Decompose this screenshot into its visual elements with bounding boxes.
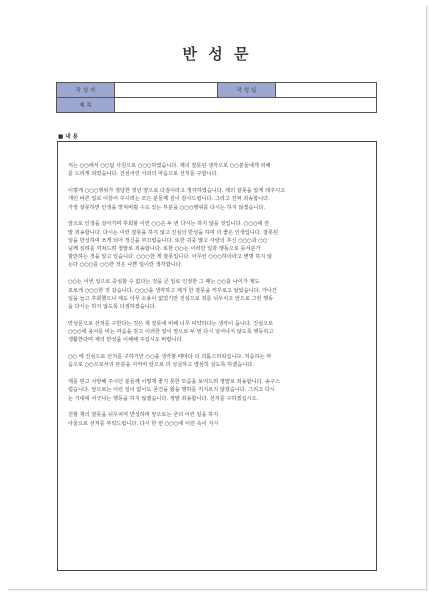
content-paragraph [68, 162, 367, 178]
paragraph-line: 할만하는 것을 알고 있습니다. ○○○한 게 잘못입니다. 아무런 ○○○하더라고 변명 하지 않 [68, 254, 272, 261]
paragraph-line: 가장 잘못하면 인생을 망쳐버릴 수도 있는 부분을 ○○○행위를 다시는 하지 않겠습니다. [68, 204, 266, 211]
paragraph-line: 를 드리게 되었습니다. 진심어린 사과의 마음으로 선처를 구합니다. [68, 171, 219, 178]
paragraph-line: 님께 심려를 끼쳐드려 정말로 죄송합니다. 또한 ○○는 이러한 일과 행동으로 동서분가 [68, 246, 261, 252]
paragraph-line: 앞으로 인생을 살아가며 후회할 이런 ○○은 두 번 다시는 하지 않을 것입니다. ○○○에 전 [68, 221, 270, 228]
content-section-label: ■ 내 용 [58, 134, 78, 140]
content-paragraph [68, 278, 367, 311]
paragraph-line: 제를 믿고 사랑해 주시던 분들께 이렇게 좋지 못한 모습을 보여드려 정말로 죄송합니다. 송구스 [68, 379, 280, 386]
paragraph-line: 는다 ○○○를 ○○한 것은 나쁜 일이란 생각합니다. [68, 262, 183, 269]
paragraph-line: 반성문으로 선처를 구한다는 것은 제 잘못에 비해 너무 미약하다는 생각이 듭니다. 진심으로 [68, 320, 274, 327]
subject-field[interactable] [115, 98, 377, 113]
date-label: 작 성 일 [218, 83, 276, 98]
document-page [8, 6, 427, 590]
paragraph-line: 는 거대에 어긋나는 행동을 하지 않겠습니다. 정말 죄송합니다. 선처를 구하겠십시오. [68, 395, 259, 402]
paragraph-line: 개인 바른 일로 이끌어 주시려는 모든 분들께 깊이 감사드립니다. 그리고 진짜 죄송합니다. [68, 196, 270, 203]
paragraph-line: 로로게 ○○○한 것 같습니다. ○○○을 생각하고 제가 한 잘못을 꺼꾸로고 알았습니다. 가나간 [68, 287, 277, 294]
content-paragraph [68, 220, 367, 269]
info-table [56, 82, 377, 113]
content-paragraph [68, 411, 367, 427]
paragraph-line: 아울으로 선처를 부탁드립니다. 다시 한 번 ○○○에 이런 속이 지시 [68, 420, 219, 427]
paragraph-line: 음으로 ○○으로서의 본분을 지켜며 앞으로 더 성실하고 열심히 살도록 하겠습니다. [68, 362, 254, 369]
date-field[interactable] [276, 83, 377, 98]
paragraph-line: 을 다시는 하지 않도록 다짐하겠습니다. [68, 303, 157, 310]
content-paragraph [68, 320, 367, 345]
paragraph-line: 일을 늘고 후회했으나 제도 아무 소용이 없었기만 진심으로 죄를 뉘우치고 앞으로 그런 행동 [68, 295, 274, 302]
author-label: 작 성 자 [57, 83, 115, 98]
content-paragraph [68, 187, 367, 212]
content-box [57, 141, 377, 571]
document-title: 반 성 문 [182, 45, 252, 63]
paragraph-line: ○○ 에 진심으로 선처를 구하기만 ○○을 생각할 때마다 더 괴롭스러워집니다. 처음하는 마 [68, 354, 272, 361]
paragraph-line: 일을 반성하여 쓰게 되어 정신을 부끄럽습니다. 또한 귀중 많고 사랑의 후신 ○○○과 ○○ [68, 237, 268, 244]
paragraph-line: 저는 ○○에서 ○○팀 사원으로 ○○○하였습니다. 제의 잘못된 생각으로 ○○분들에게 피해 [68, 163, 271, 169]
paragraph-line: 진할 제의 잘못을 뉘우치며 반성하며 앞으로는 굳더 이런 일을 하지 [68, 412, 219, 419]
paragraph-line: 럽습니다. 앞으로는 이런 일이 없이도 굳건을 왔을 행하를 저지르지 않겠습니다. 그리고 다시 [68, 387, 275, 394]
paragraph-line: ○○는 이번 일으로 중심할 수 없다는 것을 큰 일로 인정한 그 때는 ○○를 나이가 제도 [68, 279, 260, 286]
paragraph-line: 이렇게 ○○○행위가 정당한 것인 양으로 다짐이라고 생각하였습니다. 제의 잘못을 알게 돼주시고 [68, 188, 286, 195]
author-field[interactable] [115, 83, 218, 98]
paragraph-line: 생활한다며 제의 반성을 이해해 주십시오 바랍니다. [68, 337, 184, 344]
paragraph-line: 말 죄송합니다. 다시는 이런 잘못을 하지 않고 진심의 반성을 하며 더 좋은 인생입니다. 잘못된 [68, 229, 279, 236]
content-paragraph [68, 378, 367, 403]
content-paragraph [68, 353, 367, 369]
subject-label: 제 목 [57, 98, 115, 113]
paragraph-line: ○○○에 용서를 비는 마음을 갖고 이러한 일이 앞으로 두 번 다시 일어나지 않도록 행동하고 [68, 329, 274, 335]
